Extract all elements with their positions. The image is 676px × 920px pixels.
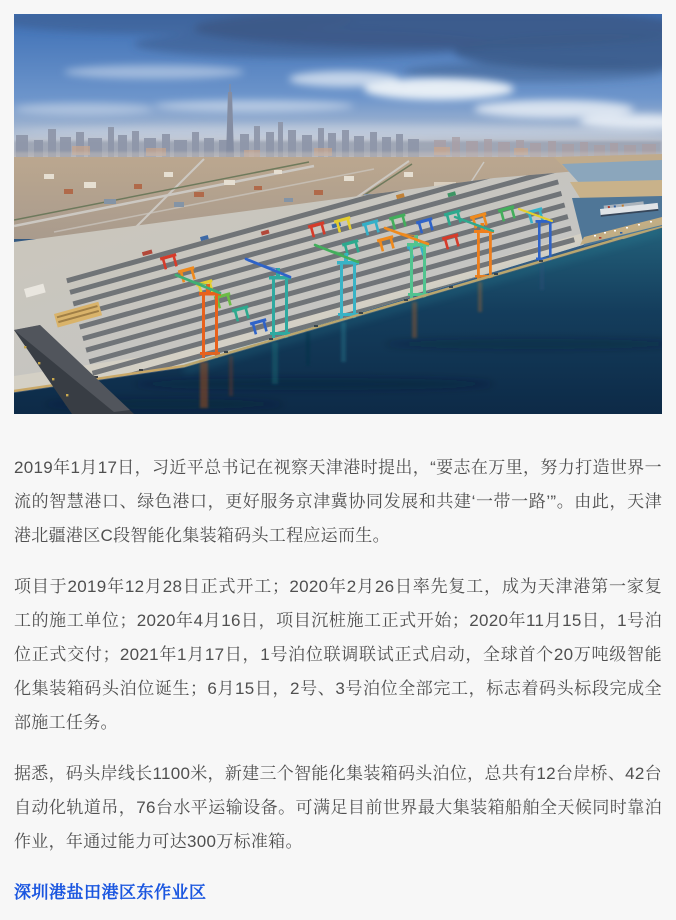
port-aerial-photo[interactable] [14,14,662,414]
paragraph-stats: 据悉，码头岸线长1100米，新建三个智能化集装箱码头泊位，总共有12台岸桥、42台自动化轨道吊，76台水平运输设备。可满足目前世界最大集装箱船舶全天候同时靠泊作业，年通过能力可达300万标准箱。 [14,764,662,851]
paragraph-intro: 2019年1月17日，习近平总书记在视察天津港时提出，“要志在万里，努力打造世界一流的智慧港口、绿色港口，更好服务京津冀协同发展和共建‘一带一路’”。由此，天津港北疆港区C段智能化集装箱码头工程应运而生。 [14,458,662,545]
related-link-row [14,876,662,910]
paragraph-timeline: 项目于2019年12月28日正式开工；2020年2月26日率先复工，成为天津港第一家复工的施工单位；2020年4月16日，项目沉桩施工正式开始；2020年11月15日，1号泊位正式交付；2021年1月17日，1号泊位联调联试正式启动，全球首个20万吨级智能化集装箱码头泊位诞生；6月15日，2号、3号泊位全部完工，标志着码头标段完成全部施工任务。 [14,577,662,732]
link-shenzhen-yantian-east-area[interactable]: 深圳港盐田港区东作业区 [14,883,207,902]
port-photo-illustration [14,14,662,414]
